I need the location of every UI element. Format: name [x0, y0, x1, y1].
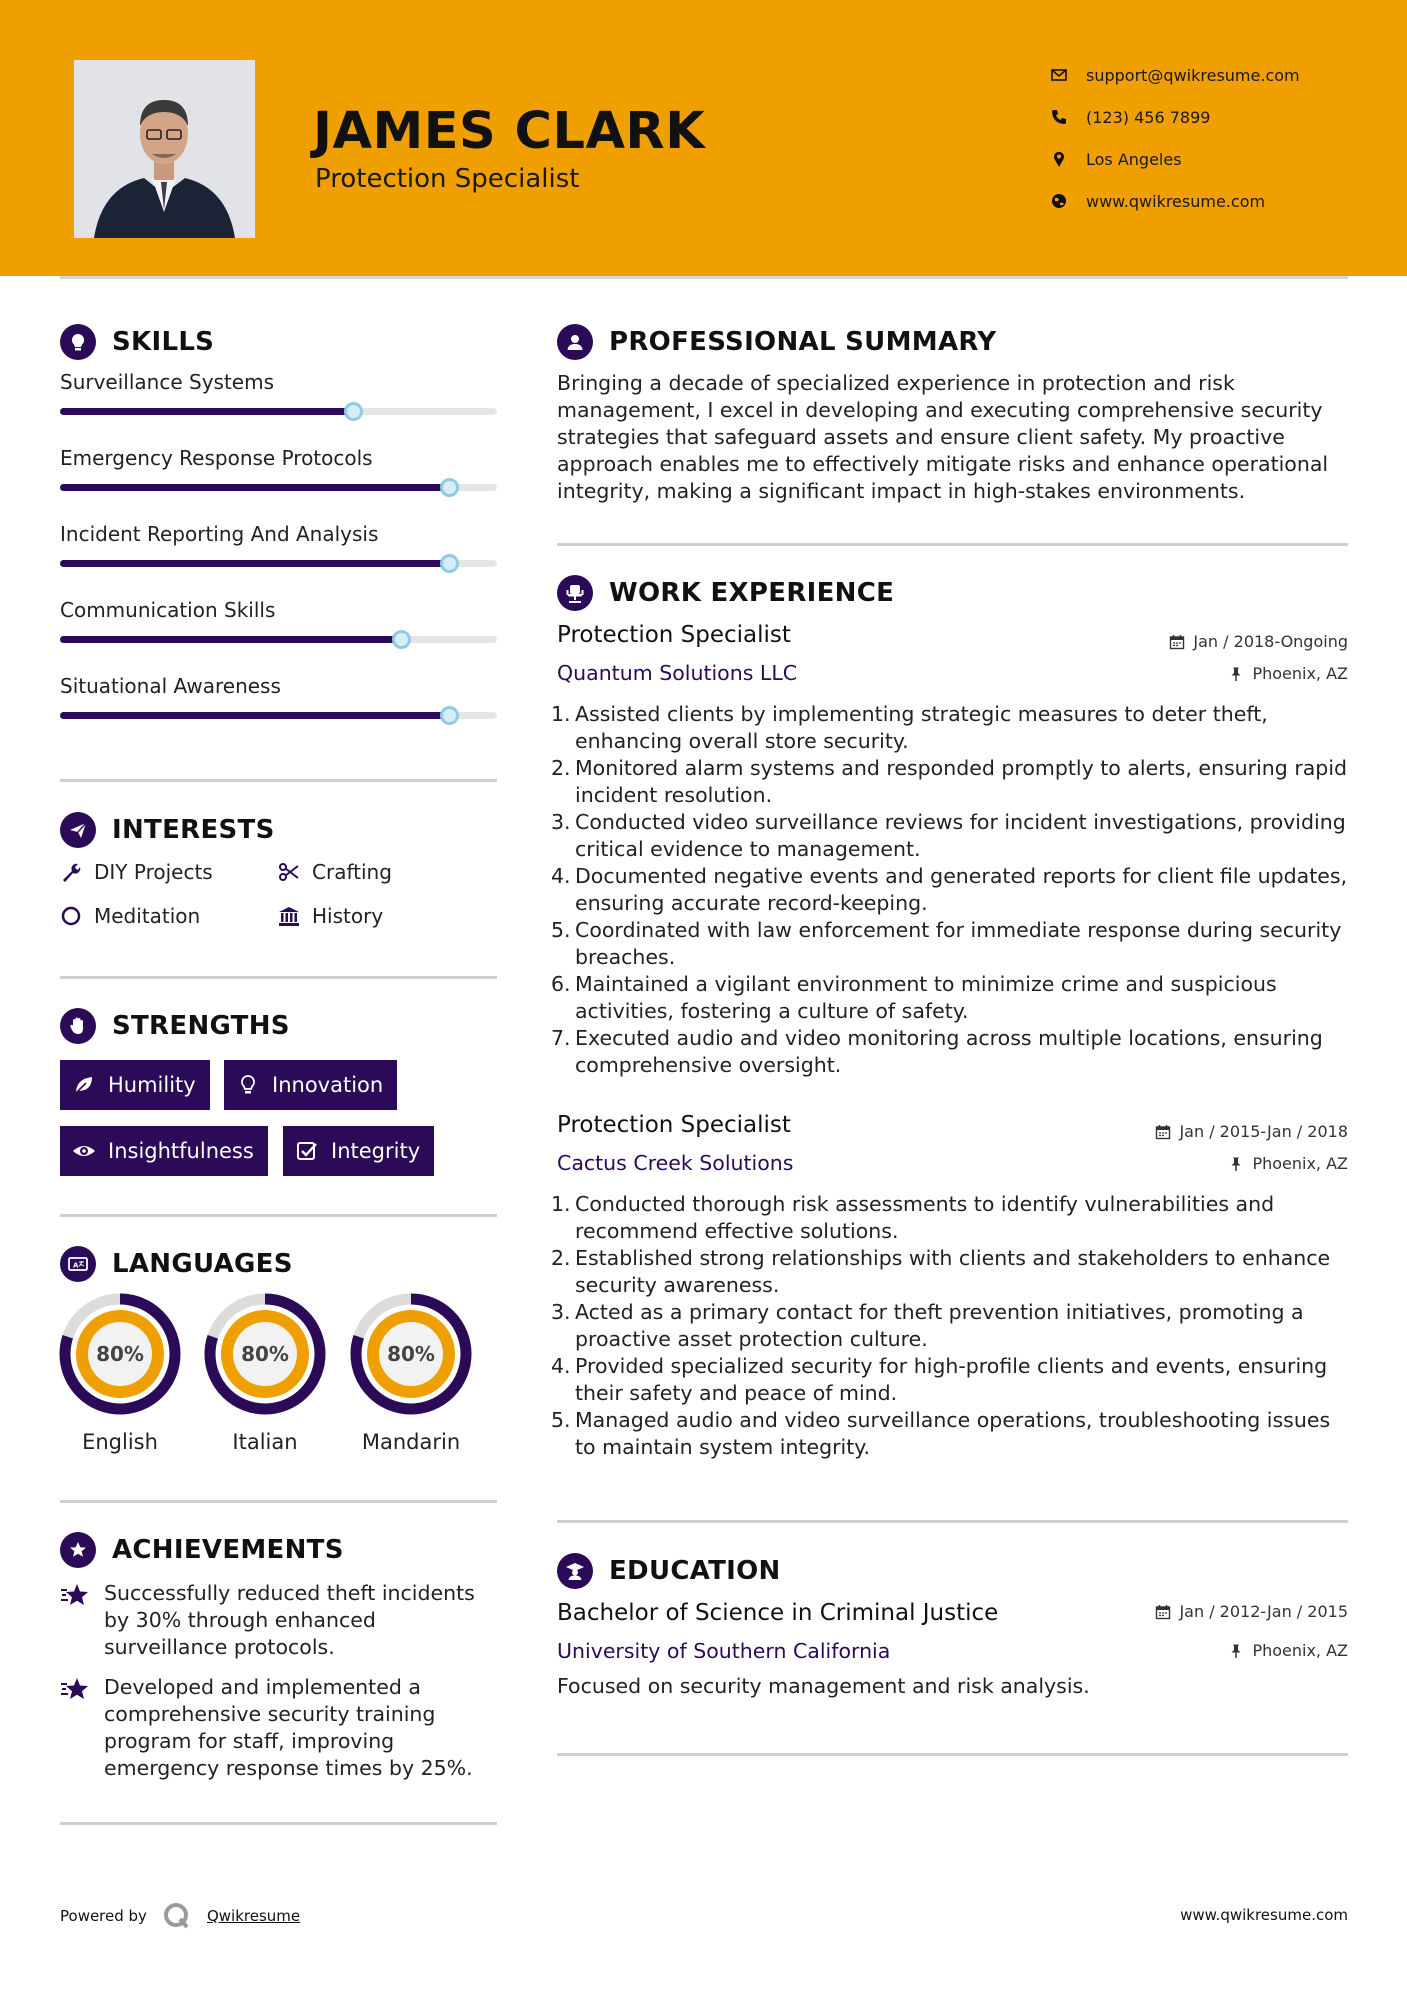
job-location: [1228, 664, 1348, 683]
language-name: Italian: [232, 1430, 298, 1454]
job-duty: 2. Monitored alarm systems and responded promptly to alerts, ensuring rapid incident resolution.: [551, 756, 1348, 807]
interest-label: Meditation: [94, 904, 201, 928]
graduate-icon: [557, 1553, 593, 1589]
strength-label: Integrity: [331, 1139, 421, 1163]
lightbulb-outline-icon: [236, 1073, 260, 1097]
interest-item: [60, 904, 200, 928]
candidate-name: JAMES CLARK: [313, 102, 706, 161]
company-name: Cactus Creek Solutions: [557, 1151, 794, 1175]
skill-level-knob: [392, 630, 411, 649]
education-description: Focused on security management and risk analysis.: [557, 1674, 1090, 1698]
profile-photo: [74, 60, 255, 238]
pushpin-icon: [1228, 666, 1244, 682]
job-duties-list: [551, 1191, 1357, 1461]
job-duties-list: [551, 701, 1357, 1079]
globe-icon: [1050, 192, 1068, 210]
job-duty: 3. Conducted video surveillance reviews for incident investigations, providing critical evidence to management.: [551, 810, 1346, 861]
skill-level-fill: [60, 560, 449, 567]
qwikresume-logo-icon: [161, 1900, 193, 1932]
education-title: EDUCATION: [609, 1556, 781, 1586]
contact-location-text: Los Angeles: [1086, 149, 1182, 169]
office-chair-icon: [557, 575, 593, 611]
skill-name: Situational Awareness: [60, 674, 281, 698]
scissors-icon: [278, 861, 300, 883]
lightbulb-icon: [60, 324, 96, 360]
interest-label: Crafting: [312, 860, 392, 884]
skills-divider: [60, 779, 497, 782]
skills-title: SKILLS: [112, 327, 215, 357]
job-duty: 5. Coordinated with law enforcement for immediate response during security breaches.: [551, 918, 1342, 969]
phone-icon: [1050, 108, 1068, 126]
education-heading: [557, 1553, 781, 1589]
education-divider: [557, 1753, 1348, 1756]
job-dates: [1169, 632, 1348, 651]
powered-by-text: Powered by: [60, 1907, 147, 1925]
language-item: [349, 1292, 473, 1454]
skill-level-fill: [60, 712, 449, 719]
brand-link[interactable]: Qwikresume: [206, 1907, 301, 1925]
skill-level-bar: [60, 408, 497, 415]
job-dates-text: Jan / 2018-Ongoing: [1193, 632, 1348, 651]
strength-tag: [60, 1060, 210, 1110]
achievements-heading: [60, 1532, 344, 1568]
language-progress-ring: [349, 1292, 473, 1416]
language-icon: [60, 1246, 96, 1282]
header-divider: [60, 276, 1348, 279]
resume-header: [0, 0, 1407, 276]
contact-website[interactable]: [1050, 180, 1300, 222]
education-location-text: Phoenix, AZ: [1252, 1641, 1348, 1660]
envelope-icon: [1050, 66, 1068, 84]
interest-label: DIY Projects: [94, 860, 213, 884]
job-duty: 3. Acted as a primary contact for theft prevention initiatives, promoting a proactive asset protection culture.: [551, 1300, 1304, 1351]
footer-powered-by: [60, 1900, 300, 1932]
calendar-icon: [1155, 1604, 1171, 1620]
skill-level-knob: [440, 706, 459, 725]
leaf-icon: [72, 1073, 96, 1097]
skill-name: Incident Reporting And Analysis: [60, 522, 379, 546]
language-item: [58, 1292, 182, 1454]
job-title: Protection Specialist: [557, 1112, 791, 1138]
calendar-icon: [1169, 634, 1185, 650]
museum-icon: [278, 905, 300, 927]
job-dates-text: Jan / 2015-Jan / 2018: [1179, 1122, 1348, 1141]
language-progress-ring: [58, 1292, 182, 1416]
contact-email[interactable]: [1050, 54, 1300, 96]
skill-level-fill: [60, 484, 449, 491]
skill-level-bar: [60, 484, 497, 491]
wrench-icon: [60, 861, 82, 883]
strength-tag: [60, 1126, 268, 1176]
pushpin-icon: [1228, 1156, 1244, 1172]
interest-item: [278, 860, 392, 884]
language-name: English: [82, 1430, 158, 1454]
achievement-item: [60, 1580, 500, 1661]
achievement-text: Successfully reduced theft incidents by 30% through enhanced surveillance protocols.: [104, 1581, 475, 1659]
paper-plane-icon: [60, 812, 96, 848]
skill-item: [60, 522, 497, 546]
job-duty: 1. Assisted clients by implementing strategic measures to deter theft, enhancing overall store security.: [551, 702, 1268, 753]
education-dates-text: Jan / 2012-Jan / 2015: [1179, 1602, 1348, 1621]
job-duty: 2. Established strong relationships with clients and stakeholders to enhance security awareness.: [551, 1246, 1331, 1297]
strengths-title: STRENGTHS: [112, 1011, 290, 1041]
achievements-title: ACHIEVEMENTS: [112, 1535, 344, 1565]
strength-tag: [283, 1126, 434, 1176]
skill-item: [60, 446, 497, 470]
job-location: [1228, 1154, 1348, 1173]
star-icon: [60, 1676, 90, 1704]
job-duty: 4. Provided specialized security for high-profile clients and events, ensuring their safety and peace of mind.: [551, 1354, 1328, 1405]
pushpin-icon: [1228, 1643, 1244, 1659]
job-title: Protection Specialist: [557, 622, 791, 648]
school-name: University of Southern California: [557, 1639, 891, 1663]
achievement-text: Developed and implemented a comprehensive security training program for staff, improving emergency response times by 25%.: [104, 1675, 473, 1780]
interest-item: [60, 860, 213, 884]
languages-heading: [60, 1246, 293, 1282]
education-location: [1228, 1641, 1348, 1660]
summary-heading: [557, 324, 996, 360]
skill-level-bar: [60, 636, 497, 643]
achievement-item: [60, 1674, 500, 1782]
job-duty: 7. Executed audio and video monitoring across multiple locations, ensuring comprehensive oversight.: [551, 1026, 1323, 1077]
contact-phone-text: (123) 456 7899: [1086, 107, 1211, 127]
language-item: [203, 1292, 327, 1454]
experience-heading: [557, 575, 894, 611]
job-duty: 6. Maintained a vigilant environment to minimize crime and suspicious activities, fostering a culture of safety.: [551, 972, 1277, 1023]
circle-icon: [60, 905, 82, 927]
hand-icon: [60, 1008, 96, 1044]
strength-label: Innovation: [272, 1073, 384, 1097]
language-percent-label: 80%: [96, 1342, 144, 1366]
map-pin-icon: [1050, 150, 1068, 168]
interest-item: [278, 904, 383, 928]
language-progress-ring: [203, 1292, 327, 1416]
company-name: Quantum Solutions LLC: [557, 661, 798, 685]
profile-photo-image: [74, 60, 255, 238]
calendar-icon: [1155, 1124, 1171, 1140]
footer-website[interactable]: www.qwikresume.com: [1180, 1906, 1348, 1924]
strength-label: Insightfulness: [108, 1139, 254, 1163]
skill-name: Communication Skills: [60, 598, 276, 622]
star-badge-icon: [60, 1532, 96, 1568]
job-location-text: Phoenix, AZ: [1252, 664, 1348, 683]
strengths-heading: [60, 1008, 290, 1044]
language-percent-label: 80%: [387, 1342, 435, 1366]
job-duty: 4. Documented negative events and generated reports for client file updates, ensuring accurate record-keeping.: [551, 864, 1348, 915]
skill-item: [60, 370, 497, 394]
strength-label: Humility: [108, 1073, 196, 1097]
contact-phone[interactable]: [1050, 96, 1300, 138]
language-name: Mandarin: [361, 1430, 461, 1454]
svg-text:A: A: [73, 1261, 79, 1270]
skill-level-fill: [60, 408, 353, 415]
experience-title: WORK EXPERIENCE: [609, 578, 895, 608]
summary-title: PROFESSIONAL SUMMARY: [609, 327, 997, 357]
skill-name: Emergency Response Protocols: [60, 446, 373, 470]
user-icon: [557, 324, 593, 360]
languages-title: LANGUAGES: [112, 1249, 293, 1279]
languages-divider: [60, 1500, 497, 1503]
eye-icon: [72, 1139, 96, 1163]
skill-level-bar: [60, 560, 497, 567]
summary-text: Bringing a decade of specialized experience in protection and risk management, I excel in developing and executing comprehensive security strategies that safeguard assets and ensure client safety. My proactive approach enables me to effectively mitigate risks and enhance operational integrity, making a significant impact in high-stakes environments.: [557, 371, 1329, 503]
skill-item: [60, 598, 497, 622]
education-dates: [1155, 1602, 1348, 1621]
skill-name: Surveillance Systems: [60, 370, 274, 394]
interest-label: History: [312, 904, 384, 928]
skill-level-knob: [440, 554, 459, 573]
skill-level-knob: [440, 478, 459, 497]
skill-level-knob: [344, 402, 363, 421]
candidate-title: Protection Specialist: [315, 164, 580, 194]
check-square-icon: [295, 1139, 319, 1163]
interests-title: INTERESTS: [112, 815, 275, 845]
achievements-divider: [60, 1822, 497, 1825]
job-duty: 1. Conducted thorough risk assessments to identify vulnerabilities and recommend effective solutions.: [551, 1192, 1275, 1243]
skill-level-fill: [60, 636, 401, 643]
strengths-divider: [60, 1214, 497, 1217]
job-location-text: Phoenix, AZ: [1252, 1154, 1348, 1173]
experience-divider: [557, 1520, 1348, 1523]
contact-website-text: www.qwikresume.com: [1086, 191, 1266, 211]
skill-item: [60, 674, 497, 698]
job-duty: 5. Managed audio and video surveillance operations, troubleshooting issues to maintain system integrity.: [551, 1408, 1331, 1459]
job-dates: [1155, 1122, 1348, 1141]
skill-level-bar: [60, 712, 497, 719]
skills-heading: [60, 324, 214, 360]
contact-email-text: support@qwikresume.com: [1086, 65, 1300, 85]
summary-divider: [557, 543, 1348, 546]
language-percent-label: 80%: [241, 1342, 289, 1366]
interests-heading: [60, 812, 275, 848]
star-icon: [60, 1582, 90, 1610]
contact-list: [1050, 54, 1300, 222]
degree-title: Bachelor of Science in Criminal Justice: [557, 1600, 999, 1626]
strength-tag: [224, 1060, 397, 1110]
contact-location: [1050, 138, 1300, 180]
interests-divider: [60, 976, 497, 979]
